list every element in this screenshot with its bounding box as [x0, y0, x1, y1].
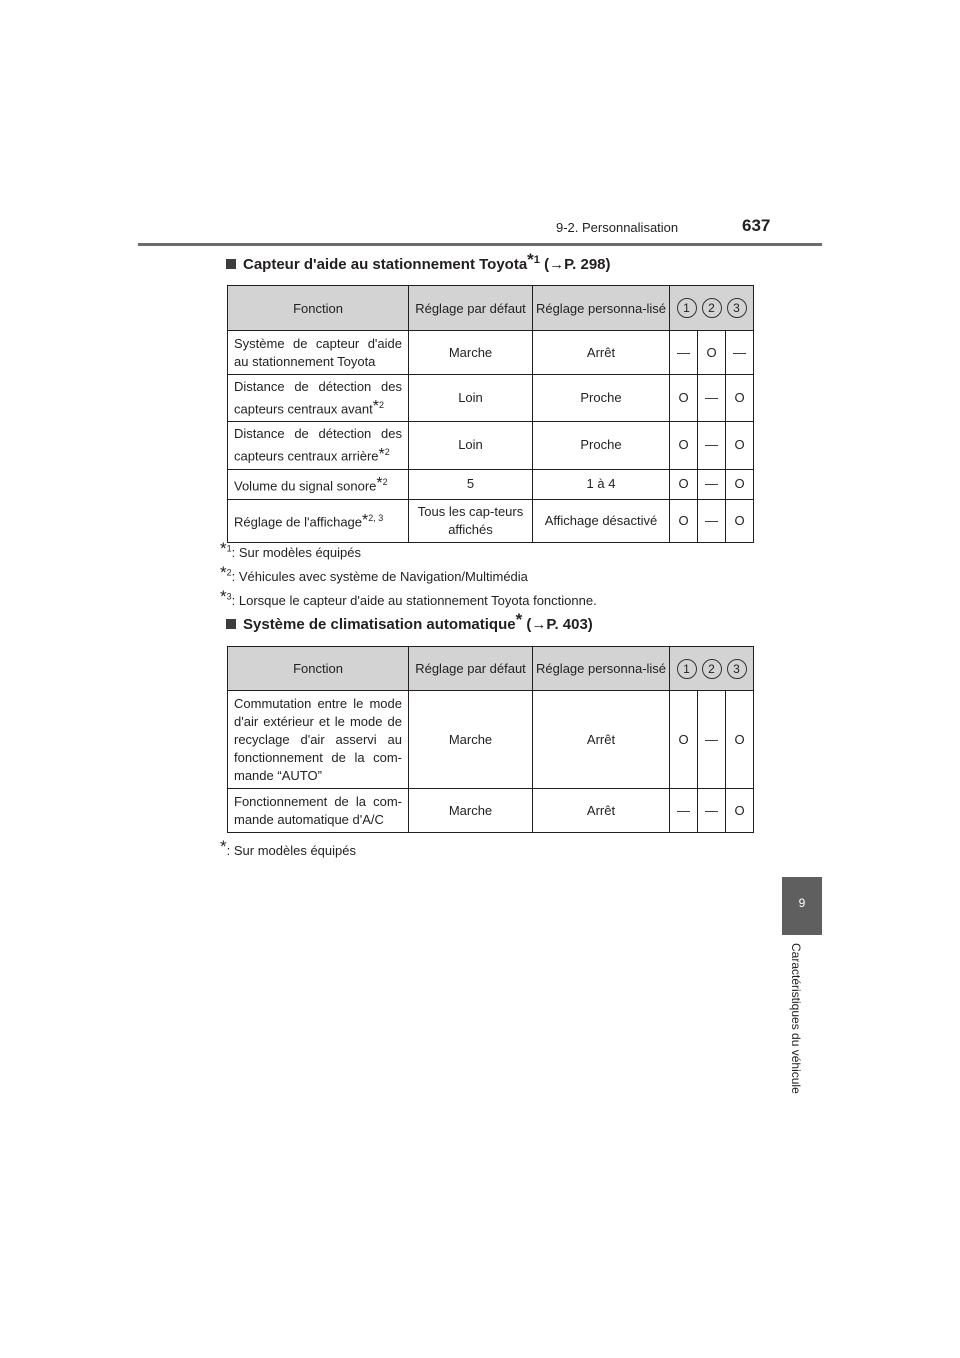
section2-heading [226, 610, 593, 634]
table-row [228, 331, 754, 375]
cell-1: O [670, 422, 698, 469]
cell-3: O [726, 375, 754, 422]
cell-1: O [670, 375, 698, 422]
cell-fonction [228, 789, 409, 833]
cell-3: O [726, 469, 754, 499]
cell-1: O [670, 691, 698, 789]
fonction-text: Distance de détection des capteurs centraux avant [234, 379, 402, 417]
cell-3: O [726, 691, 754, 789]
cell-fonction [228, 499, 409, 542]
asterisk-icon: * [515, 610, 523, 629]
cell-3: O [726, 422, 754, 469]
cell-perso: Arrêt [533, 789, 670, 833]
table-row [228, 499, 754, 542]
cell-perso: Arrêt [533, 331, 670, 375]
cell-1: — [670, 331, 698, 375]
footnote-text: : Sur modèles équipés [231, 545, 361, 560]
cell-defaut: Marche [409, 331, 533, 375]
table-row [228, 469, 754, 499]
cell-defaut: Marche [409, 789, 533, 833]
asterisk-icon: * [220, 837, 227, 856]
chapter-tab: 9 [782, 877, 822, 935]
cell-2: — [698, 422, 726, 469]
header-divider [138, 243, 822, 246]
cell-perso: Proche [533, 422, 670, 469]
cell-defaut: Tous les cap-teurs affichés [409, 499, 533, 542]
col-defaut: Réglage par défaut [409, 286, 533, 331]
fonction-text: Commutation entre le mode d'air extérieur et le mode de recyclage d'air asservi au fonctionnement de la com-mande “AUTO” [234, 695, 402, 783]
cell-2: — [698, 375, 726, 422]
cell-fonction [228, 375, 409, 422]
cell-defaut: Loin [409, 422, 533, 469]
footnote-1 [220, 539, 361, 562]
footnote-number: 3 [226, 591, 232, 602]
cell-2: — [698, 691, 726, 789]
footnote-ref: 2, 3 [368, 513, 384, 524]
cell-perso: Proche [533, 375, 670, 422]
table-header-row [228, 286, 754, 331]
cell-3: — [726, 331, 754, 375]
fonction-text: Réglage de l'affichage [234, 514, 363, 530]
footnote-ref: 2 [378, 400, 384, 410]
circled-1-icon: 1 [677, 659, 697, 679]
fonction-text: Fonctionnement de la com-mande automatique d'A/C [234, 793, 402, 827]
section2-title: Système de climatisation automatique [243, 616, 516, 633]
cell-1: O [670, 499, 698, 542]
footnote-ref: 2 [384, 447, 390, 458]
section1-ref: (→P. 298) [544, 256, 611, 273]
footnote-climate [220, 837, 356, 860]
square-bullet-icon [226, 619, 236, 629]
cell-3: O [726, 499, 754, 542]
footnote-2 [220, 563, 528, 586]
cell-fonction [228, 469, 409, 499]
circled-3-icon: 3 [727, 659, 747, 679]
table-row [228, 789, 754, 833]
circled-2-icon: 2 [702, 298, 722, 318]
footnote-number: 1 [226, 543, 232, 554]
asterisk-icon: * [372, 398, 379, 416]
cell-2: O [698, 331, 726, 375]
cell-fonction [228, 422, 409, 469]
asterisk-icon: * [527, 250, 534, 269]
cell-defaut: 5 [409, 469, 533, 499]
section-title: 9-2. Personnalisation [556, 220, 679, 235]
footnote-text: : Sur modèles équipés [226, 843, 356, 858]
asterisk-icon: * [220, 563, 227, 582]
fonction-text: Volume du signal sonore [234, 478, 377, 494]
cell-2: — [698, 469, 726, 499]
cell-2: — [698, 499, 726, 542]
table-header-row [228, 647, 754, 691]
col-numbers [670, 647, 754, 691]
table-row [228, 375, 754, 422]
cell-1: — [670, 789, 698, 833]
parking-sensor-table [227, 285, 754, 543]
asterisk-icon: * [220, 539, 227, 558]
footnote-3 [220, 587, 597, 610]
section1-title: Capteur d'aide au stationnement Toyota [243, 256, 528, 273]
chapter-label: Caractéristiques du véhicule [789, 943, 803, 1094]
cell-perso: Arrêt [533, 691, 670, 789]
climate-control-table [227, 646, 754, 833]
footnote-text: : Véhicules avec système de Navigation/Multimédia [231, 569, 528, 584]
square-bullet-icon [226, 259, 236, 269]
cell-2: — [698, 789, 726, 833]
footnote-number: 2 [226, 567, 232, 578]
col-fonction: Fonction [228, 286, 409, 331]
asterisk-icon: * [376, 475, 383, 493]
section2-ref: (→P. 403) [526, 616, 593, 633]
asterisk-icon: * [362, 511, 369, 529]
cell-defaut: Marche [409, 691, 533, 789]
footnote-ref: 2 [382, 476, 388, 487]
col-perso: Réglage personna-lisé [533, 286, 670, 331]
section1-heading [226, 250, 611, 274]
col-defaut: Réglage par défaut [409, 647, 533, 691]
col-perso: Réglage personna-lisé [533, 647, 670, 691]
circled-2-icon: 2 [702, 659, 722, 679]
table-row [228, 422, 754, 469]
page-number: 637 [742, 216, 771, 235]
footnote-text: : Lorsque le capteur d'aide au stationnement Toyota fonctionne. [231, 593, 597, 608]
cell-defaut: Loin [409, 375, 533, 422]
table-row [228, 691, 754, 789]
cell-perso: Affichage désactivé [533, 499, 670, 542]
col-numbers [670, 286, 754, 331]
cell-1: O [670, 469, 698, 499]
section1-title-sup: 1 [533, 254, 540, 266]
circled-1-icon: 1 [677, 298, 697, 318]
fonction-text: Distance de détection des capteurs centraux arrière [234, 426, 402, 464]
cell-fonction [228, 691, 409, 789]
fonction-text: Système de capteur d'aide au stationnement Toyota [234, 335, 402, 369]
cell-fonction [228, 331, 409, 375]
cell-perso: 1 à 4 [533, 469, 670, 499]
col-fonction: Fonction [228, 647, 409, 691]
cell-3: O [726, 789, 754, 833]
asterisk-icon: * [378, 445, 385, 463]
circled-3-icon: 3 [727, 298, 747, 318]
asterisk-icon: * [220, 587, 227, 606]
